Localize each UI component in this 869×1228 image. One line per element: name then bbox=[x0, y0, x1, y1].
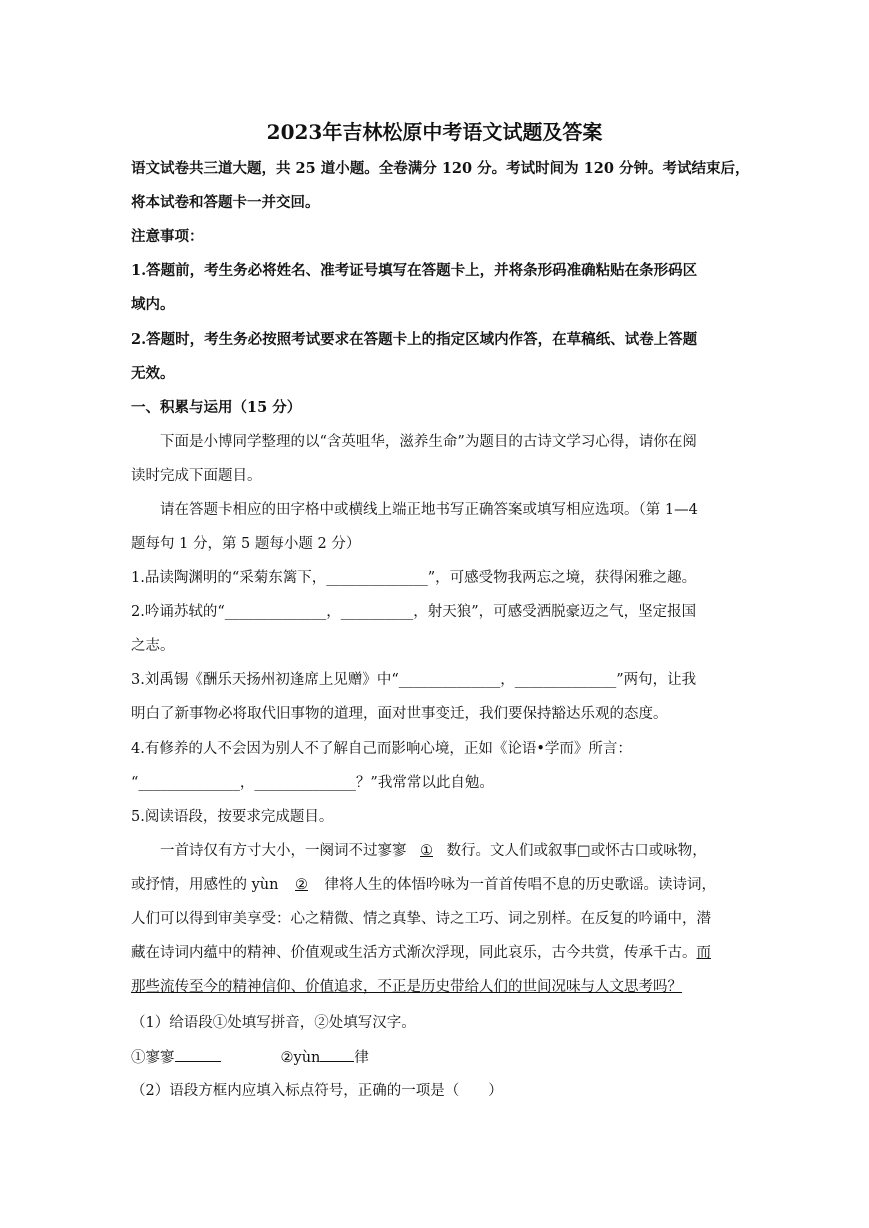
sub-question-1-answers bbox=[131, 1047, 741, 1068]
question-2-blank-1: ______________ bbox=[224, 604, 327, 620]
question-4-text-b: ？”我常常以此自勉。 bbox=[355, 775, 494, 791]
question-4-text-a: “ bbox=[131, 775, 139, 791]
passage-line-3: 人们可以得到审美享受：心之精微、情之真挚、诗之工巧、词之别样。在反复的吟诵中，潜 bbox=[131, 911, 711, 927]
question-3-text-b: ”两句，让我 bbox=[616, 672, 697, 688]
question-1 bbox=[131, 568, 741, 588]
question-4-line-2 bbox=[131, 773, 741, 793]
sub-question-1: （1）给语段①处填写拼音，②处填写汉字。 bbox=[131, 1015, 416, 1031]
passage-line-2 bbox=[131, 875, 741, 895]
question-3-blank-2: ______________ bbox=[514, 672, 617, 688]
question-4-line-1: 4.有修养的人不会因为别人不了解自己而影响心境，正如《论语•学而》所言： bbox=[131, 741, 632, 757]
question-2 bbox=[131, 602, 741, 622]
section-1-para-2-line-2: 题每句 1 分，第 5 题每小题 2 分） bbox=[131, 536, 361, 552]
answer-2-suffix: 律 bbox=[354, 1050, 369, 1066]
passage-blank-2: ② bbox=[294, 877, 308, 893]
answer-1-prefix: ①寥寥 bbox=[131, 1050, 175, 1066]
question-2-separator: ， bbox=[326, 604, 341, 620]
notice-heading: 注意事项： bbox=[131, 228, 204, 245]
passage-line-1-b: 数行。文人们或叙事□或怀古口或咏物， bbox=[446, 843, 707, 859]
notice-item-2-line-1: 2.答题时，考生务必按照考试要求在答题卡上的指定区域内作答，在草稿纸、试卷上答题 bbox=[131, 331, 698, 348]
question-4-blank-1: ______________ bbox=[138, 775, 240, 791]
passage-line-5-underlined: 那些流传至今的精神信仰、价值追求，不正是历史带给人们的世间况味与人文思考吗？ bbox=[131, 979, 682, 995]
passage-line-1 bbox=[160, 841, 741, 861]
question-3-separator: ， bbox=[500, 672, 515, 688]
question-2-line-2: 之志。 bbox=[131, 638, 175, 654]
question-2-text-b: ，射天狼”，可感受洒脱豪迈之气，坚定报国 bbox=[413, 604, 697, 620]
question-1-blank: ______________ bbox=[326, 570, 428, 586]
passage-line-4 bbox=[131, 943, 741, 963]
passage-line-2-b: 律将人生的体悟吟咏为一首首传唱不息的历史歌谣。读诗词， bbox=[324, 877, 716, 893]
section-1-para-2-line-1: 请在答题卡相应的田字格中或横线上端正地书写正确答案或填写相应选项。（第 1—4 bbox=[160, 502, 698, 518]
question-3-blank-1: ______________ bbox=[398, 672, 501, 688]
notice-item-1-line-1: 1.答题前，考生务必将姓名、准考证号填写在答题卡上，并将条形码准确粘贴在条形码区 bbox=[131, 262, 698, 279]
passage-line-4-underlined: 而 bbox=[696, 945, 711, 961]
answer-1-blank[interactable] bbox=[175, 1047, 221, 1062]
notice-item-2-line-2: 无效。 bbox=[131, 365, 175, 382]
answer-2-prefix: ②yùn bbox=[280, 1050, 321, 1066]
notice-item-1-line-2: 域内。 bbox=[131, 296, 175, 313]
passage-blank-1: ① bbox=[420, 843, 433, 859]
question-3-text-a: 3.刘禹锡《酬乐天扬州初逢席上见赠》中“ bbox=[131, 672, 399, 688]
question-2-blank-2: __________ bbox=[340, 604, 414, 620]
intro-line-1: 语文试卷共三道大题，共 25 道小题。全卷满分 120 分。考试时间为 120 分钟。考试结束后， bbox=[131, 160, 750, 177]
question-3 bbox=[131, 670, 741, 690]
section-1-heading: 一、积累与运用（15 分） bbox=[131, 399, 302, 416]
question-4-blank-2: ______________ bbox=[254, 775, 356, 791]
answer-2-blank[interactable] bbox=[320, 1047, 354, 1062]
question-5-heading: 5.阅读语段，按要求完成题目。 bbox=[131, 809, 334, 825]
page-title: 2023年吉林松原中考语文试题及答案 bbox=[266, 120, 603, 144]
question-4-separator: ， bbox=[239, 775, 255, 791]
section-1-para-1-line-1: 下面是小博同学整理的以“含英咀华，滋养生命”为题目的古诗文学习心得，请你在阅 bbox=[160, 434, 697, 450]
sub-question-2: （2）语段方框内应填入标点符号，正确的一项是（ ） bbox=[131, 1083, 503, 1099]
question-3-line-2: 明白了新事物必将取代旧事物的道理，面对世事变迁，我们要保持豁达乐观的态度。 bbox=[131, 706, 668, 722]
section-1-para-1-line-2: 读时完成下面题目。 bbox=[131, 468, 262, 484]
intro-line-2: 将本试卷和答题卡一并交回。 bbox=[131, 194, 320, 211]
passage-line-1-a: 一首诗仅有方寸大小，一阕词不过寥寥 bbox=[160, 843, 407, 859]
passage-line-4-a: 藏在诗词内蕴中的精神、价值观或生活方式渐次浮现，同此哀乐，古今共赏，传承千古。 bbox=[131, 945, 697, 961]
question-1-text-a: 1.品读陶渊明的“采菊东篱下， bbox=[131, 570, 327, 586]
passage-line-2-a: 或抒情，用感性的 yùn bbox=[131, 877, 279, 893]
question-2-text-a: 2.吟诵苏轼的“ bbox=[131, 604, 225, 620]
question-1-text-b: ”，可感受物我两忘之境，获得闲雅之趣。 bbox=[427, 570, 697, 586]
